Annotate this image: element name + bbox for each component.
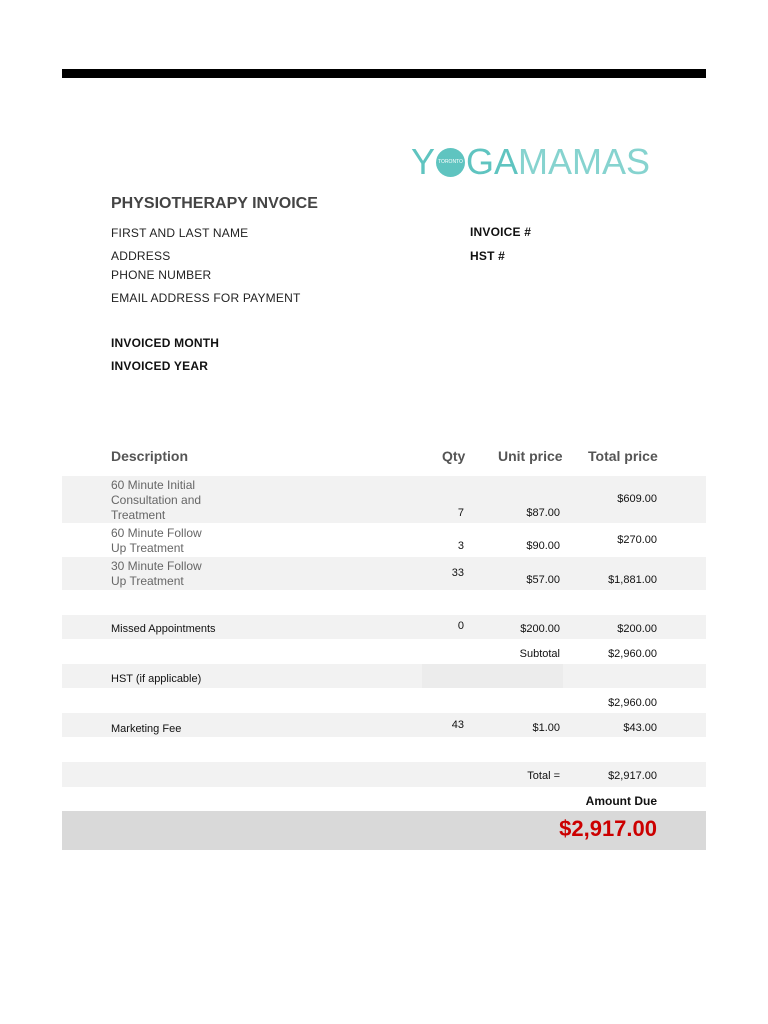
- amount-due-value: $2,917.00: [559, 816, 657, 841]
- missed-appointments-qty: 0: [457, 620, 464, 632]
- table-row-description: 60 Minute Follow Up Treatment: [111, 526, 202, 555]
- table-row-description: 60 Minute Initial Consultation and Treatment: [111, 478, 202, 522]
- subtotal-label: Subtotal: [519, 648, 560, 660]
- table-row-total: $270.00: [617, 534, 657, 546]
- name-field: FIRST AND LAST NAME: [111, 226, 249, 240]
- col-unit-price-header: Unit price: [498, 448, 563, 464]
- missed-appointments-label: Missed Appointments: [111, 623, 216, 635]
- hst-label: HST (if applicable): [111, 673, 202, 685]
- logo-ga: GA: [466, 141, 519, 182]
- table-row-total: $1,881.00: [608, 574, 657, 586]
- col-qty-header: Qty: [442, 448, 466, 464]
- missed-appointments-total: $200.00: [617, 623, 657, 635]
- table-row-unit-price: $57.00: [526, 574, 560, 586]
- marketing-fee-qty: 43: [451, 719, 464, 731]
- yogamamas-logo: [411, 142, 650, 182]
- invoiced-year-label: INVOICED YEAR: [111, 359, 209, 373]
- hst-number-label: HST #: [470, 249, 506, 263]
- col-total-price-header: Total price: [588, 448, 658, 464]
- phone-field: PHONE NUMBER: [111, 268, 212, 282]
- marketing-fee-total: $43.00: [623, 722, 657, 734]
- top-border-bar: [62, 69, 706, 78]
- table-row-unit-price: $87.00: [526, 507, 560, 519]
- table-row-qty: 3: [457, 540, 464, 552]
- email-field: EMAIL ADDRESS FOR PAYMENT: [111, 291, 301, 305]
- total-label: Total =: [527, 770, 560, 782]
- total-value: $2,917.00: [608, 770, 657, 782]
- marketing-fee-unit-price: $1.00: [532, 722, 560, 734]
- table-row-qty: 7: [457, 507, 464, 519]
- table-row-description: 30 Minute Follow Up Treatment: [111, 559, 202, 588]
- col-description-header: Description: [111, 448, 189, 464]
- missed-appointments-unit-price: $200.00: [520, 623, 560, 635]
- address-field: ADDRESS: [111, 249, 171, 263]
- subtotal-value: $2,960.00: [608, 648, 657, 660]
- table-cell-bg: [422, 664, 563, 688]
- table-row-total: $609.00: [617, 493, 657, 505]
- amount-due-label: Amount Due: [585, 794, 657, 808]
- invoice-number-label: INVOICE #: [470, 225, 532, 239]
- table-row-unit-price: $90.00: [526, 540, 560, 552]
- invoiced-month-label: INVOICED MONTH: [111, 336, 220, 350]
- table-row-qty: 33: [451, 567, 464, 579]
- logo-mamas: MAMAS: [518, 141, 651, 182]
- after-hst-value: $2,960.00: [608, 697, 657, 709]
- logo-o-circle: [436, 148, 465, 177]
- logo-o-text: TORONTO: [438, 159, 463, 165]
- invoice-title: PHYSIOTHERAPY INVOICE: [111, 195, 318, 212]
- logo-y: Y: [411, 141, 436, 182]
- marketing-fee-label: Marketing Fee: [111, 723, 182, 735]
